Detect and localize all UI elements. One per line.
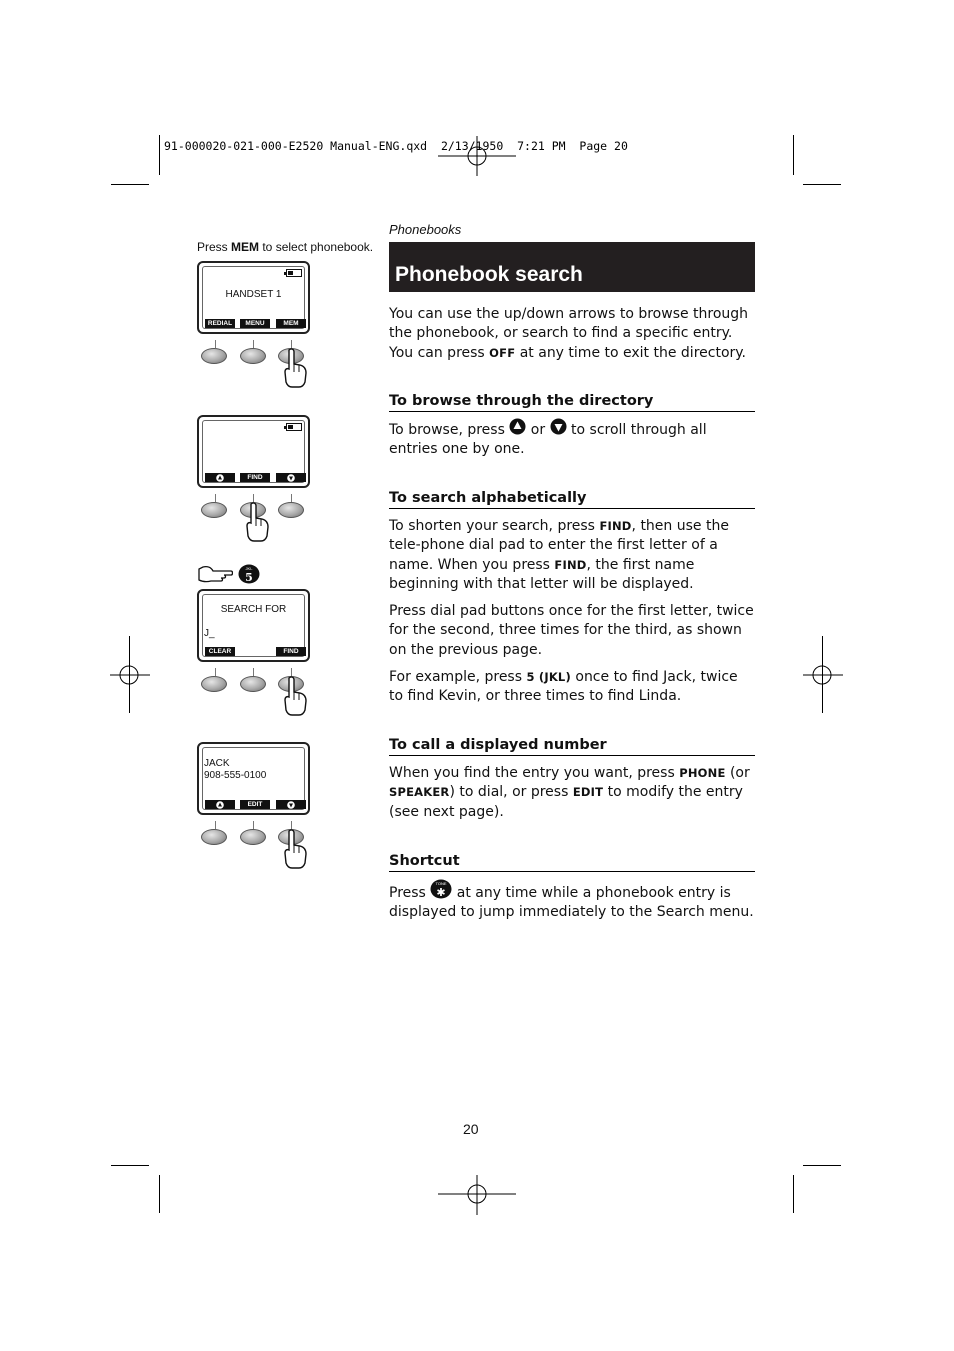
key-off: OFF xyxy=(489,345,516,360)
svg-text:JKL: JKL xyxy=(245,566,253,571)
search-paragraph-2: Press dial pad buttons once for the first letter, twice for the second, three times for the third, as shown on the previous page. xyxy=(389,603,754,658)
registration-mark-icon xyxy=(110,655,150,695)
svg-text:5: 5 xyxy=(245,571,253,584)
softkey-edit: EDIT xyxy=(240,800,270,809)
left-soft-button[interactable] xyxy=(201,676,227,692)
pointing-hand-icon xyxy=(282,348,308,388)
softkey-menu: MENU xyxy=(240,319,270,328)
handset-display-2 xyxy=(197,415,310,488)
dial-key-5-icon xyxy=(238,564,260,584)
softkey-up xyxy=(205,800,235,809)
up-arrow-icon xyxy=(216,474,224,482)
middle-soft-button[interactable] xyxy=(240,348,266,364)
softkey-mem: MEM xyxy=(276,319,306,328)
softkey-down xyxy=(276,473,306,482)
middle-soft-button[interactable] xyxy=(240,829,266,845)
handset-display-3: SEARCH FOR J_ CLEAR FIND xyxy=(197,589,310,662)
pointing-hand-icon xyxy=(197,564,233,584)
down-arrow-icon xyxy=(287,474,295,482)
battery-icon xyxy=(286,269,302,277)
svg-text:✱: ✱ xyxy=(436,886,446,899)
section-label: Phonebooks xyxy=(389,222,462,237)
battery-icon xyxy=(286,423,302,431)
down-arrow-icon xyxy=(550,418,567,435)
search-paragraph-3: For example, press 5 (JKL) once to find Jack, twice to find Kevin, or three times to find Linda. xyxy=(389,669,738,705)
intro-paragraph: You can use the up/down arrows to browse through the phonebook, or search to find a specific entry. You can press OFF at any time to exit the directory. xyxy=(389,306,749,361)
file-slug: 91-000020-021-000-E2520 Manual-ENG.qxd 2/13/1950 7:21 PM Page 20 xyxy=(164,139,628,153)
softkey-clear: CLEAR xyxy=(205,647,235,656)
pointing-hand-icon xyxy=(282,829,308,869)
middle-soft-button[interactable] xyxy=(240,676,266,692)
right-soft-button[interactable] xyxy=(278,502,304,518)
search-paragraph-1: To shorten your search, press FIND, then use the tele-phone dial pad to enter the first letter of a name. When you press FIND, the first name beginning with that letter will be displayed. xyxy=(389,518,729,592)
handset-display-1: HANDSET 1 REDIAL MENU MEM xyxy=(197,261,310,334)
svg-text:TONE: TONE xyxy=(435,881,447,886)
key-phone: PHONE xyxy=(679,766,726,780)
softkey-find: FIND xyxy=(240,473,270,482)
page-title: Phonebook search xyxy=(395,263,583,286)
softkey-redial: REDIAL xyxy=(205,319,235,328)
softkey-find: FIND xyxy=(276,647,306,656)
page-number: 20 xyxy=(463,1121,479,1137)
registration-mark-icon xyxy=(438,1175,516,1215)
key-find: FIND xyxy=(554,557,587,572)
pointing-hand-icon xyxy=(244,502,270,542)
shortcut-paragraph: Press TONE ✱ at any time while a phonebook entry is displayed to jump immediately to the Search menu. xyxy=(389,881,754,921)
down-arrow-icon xyxy=(287,801,295,809)
key-find: FIND xyxy=(599,519,632,533)
pointing-hand-icon xyxy=(282,676,308,716)
shortcut-heading: Shortcut xyxy=(389,853,755,872)
handset-display-4: JACK 908-555-0100 EDIT xyxy=(197,742,310,815)
left-soft-button[interactable] xyxy=(201,502,227,518)
star-key-icon xyxy=(430,879,452,899)
key-speaker: SPEAKER xyxy=(389,785,450,800)
title-bar xyxy=(389,242,755,292)
softkey-down xyxy=(276,800,306,809)
up-arrow-icon xyxy=(216,801,224,809)
softkey-up xyxy=(205,473,235,482)
browse-paragraph: To browse, press or to scroll through all entries one by one. xyxy=(389,418,755,460)
left-soft-button[interactable] xyxy=(201,348,227,364)
left-soft-button[interactable] xyxy=(201,829,227,845)
call-heading: To call a displayed number xyxy=(389,737,755,756)
key-edit: EDIT xyxy=(572,785,604,800)
browse-heading: To browse through the directory xyxy=(389,393,755,412)
registration-mark-icon xyxy=(803,655,843,695)
up-arrow-icon xyxy=(509,418,526,435)
illustration-caption: Press MEM to select phonebook. xyxy=(197,240,374,254)
call-paragraph: When you find the entry you want, press PHONE (or SPEAKER) to dial, or press EDIT to modify the entry (see next page). xyxy=(389,765,750,820)
key-5-jkl: 5 (JKL) xyxy=(526,670,571,684)
search-heading: To search alphabetically xyxy=(389,490,755,509)
